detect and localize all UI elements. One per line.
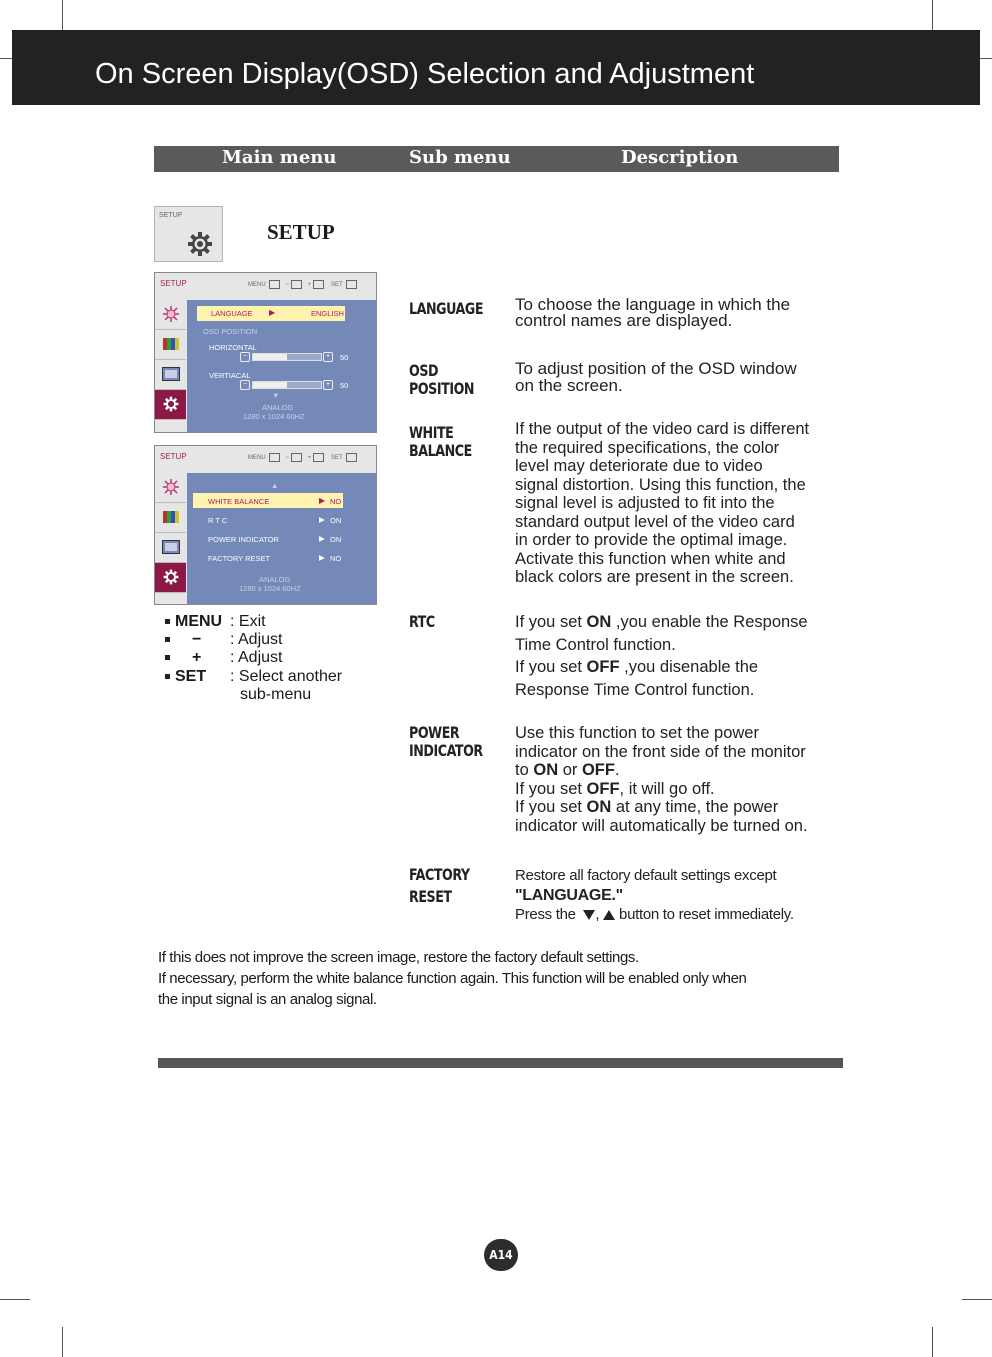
desc-language (515, 297, 790, 329)
bullet-icon (165, 674, 170, 679)
desc-factory-reset-line (515, 905, 794, 925)
triangle-down-icon (583, 910, 595, 920)
desc-white-balance-line: signal distortion. Using this function, the (515, 475, 806, 494)
desc-power-indicator-line (515, 761, 808, 780)
osd-panel (187, 300, 376, 432)
osd-set-label: SET (331, 282, 343, 289)
desc-factory-reset-line: Restore all factory default settings except (515, 867, 777, 884)
submenu-power-indicator (409, 724, 483, 760)
key-menu-desc: : Exit (230, 613, 266, 630)
text: . (614, 761, 620, 779)
horizontal-slider (252, 353, 322, 361)
arrow-right-icon: ▶ (319, 496, 326, 505)
key-set-desc: : Select another (230, 668, 343, 685)
minus-icon: − (240, 380, 250, 390)
osd-item-white-balance-value: NO (330, 497, 342, 506)
osd-item-rtc-value: ON (330, 516, 342, 525)
arrow-right-icon: ▶ (319, 515, 325, 524)
desc-osd-position (515, 360, 797, 394)
plus-icon: + (323, 352, 333, 362)
text-bold: OFF (581, 761, 615, 779)
triangle-down-icon: ▼ (272, 391, 280, 400)
menu-key-icon (269, 280, 280, 289)
desc-white-balance-line: level may deteriorate due to video (515, 457, 763, 475)
gear-icon (163, 396, 179, 412)
key-plus-label: + (192, 649, 202, 666)
crop-mark (980, 58, 992, 59)
desc-power-indicator-line: indicator on the front side of the monitor (515, 742, 806, 761)
color-bars-icon (163, 511, 179, 523)
footnote-line: the input signal is an analog signal. (158, 991, 377, 1008)
text: Press the (515, 906, 580, 923)
osd-horizontal-value: 50 (340, 353, 349, 362)
arrow-right-icon: ▶ (319, 553, 325, 562)
osd-item-white-balance: WHITE BALANCE (208, 497, 270, 506)
key-minus-label: − (192, 631, 202, 648)
desc-rtc-line (515, 611, 808, 634)
desc-white-balance-line: black colors are present in the screen. (515, 568, 794, 586)
text: ,you disenable the (619, 658, 759, 676)
crop-mark (62, 0, 63, 30)
sun-icon (163, 479, 179, 495)
osd-item-factory-reset: FACTORY RESET (208, 554, 271, 563)
osd-panel (187, 473, 376, 604)
minus-icon: − (240, 352, 250, 362)
text: ,you enable the Response (611, 613, 808, 631)
desc-language-line: To choose the language in which the (515, 295, 791, 314)
column-main-menu: Main menu (222, 147, 337, 168)
desc-white-balance-line: in order to provide the optimal image. (515, 531, 788, 549)
text: at any time, the power (611, 798, 779, 816)
osd-tab-picture (155, 300, 186, 330)
key-legend-menu (165, 613, 222, 631)
text-bold: ON (586, 798, 612, 816)
bottom-divider-bar (158, 1058, 843, 1068)
crop-mark (962, 1299, 992, 1300)
text-bold: ON (533, 761, 559, 779)
key-menu-label: MENU (175, 613, 223, 630)
osd-vertical-label: VERTIACAL (209, 371, 251, 380)
bullet-icon (165, 637, 170, 642)
desc-white-balance-line: If the output of the video card is different (515, 420, 810, 438)
osd-menu-label: MENU (248, 282, 266, 289)
text: , (595, 906, 600, 923)
submenu-osd-position (409, 362, 474, 398)
osd-tab-picture (155, 473, 186, 503)
osd-item-power-indicator: POWER INDICATOR (208, 535, 279, 544)
triangle-up-icon: ▲ (271, 481, 279, 490)
osd-tab-color (155, 503, 186, 533)
menu-key-icon (269, 453, 280, 462)
horizontal-slider-fill (253, 354, 287, 360)
key-set-desc-cont: sub-menu (240, 686, 312, 703)
text: , it will go off. (619, 779, 715, 798)
text: or (558, 761, 582, 779)
osd-top-bar (155, 273, 376, 300)
submenu-osd-position-line: OSD (409, 361, 439, 380)
desc-white-balance-line: the required specifications, the color (515, 438, 780, 457)
crop-mark (62, 1327, 63, 1357)
submenu-factory-reset-line: RESET (409, 887, 452, 906)
osd-control-strip: MENU − + SET (248, 280, 359, 289)
set-key-icon (346, 453, 357, 462)
submenu-white-balance-line: BALANCE (409, 441, 472, 460)
osd-tab-setup (155, 390, 186, 420)
osd-top-bar (155, 446, 376, 473)
footnote-line: If necessary, perform the white balance function again. This function will be enabled only when (158, 970, 747, 987)
osd-tab-tracking (155, 360, 186, 390)
desc-osd-position-line: To adjust position of the OSD window (515, 359, 797, 378)
osd-screen-setup-items (154, 445, 377, 605)
desc-factory-reset-line: "LANGUAGE." (515, 886, 623, 904)
osd-resolution-label: 1280 x 1024 60HZ (243, 412, 305, 421)
osd-screen-language-position (154, 272, 377, 433)
text-bold: OFF (586, 658, 620, 676)
key-legend-minus (165, 631, 201, 649)
osd-tab-setup (155, 563, 186, 593)
osd-set-label: SET (331, 455, 343, 462)
osd-item-factory-reset-value: NO (330, 554, 342, 563)
osd-setup-label: SETUP (160, 452, 187, 461)
desc-factory-reset (515, 866, 794, 925)
submenu-osd-position-line: POSITION (409, 379, 475, 398)
submenu-power-indicator-line: INDICATOR (409, 741, 483, 760)
page-title: On Screen Display(OSD) Selection and Adjustment (95, 58, 755, 90)
osd-item-power-indicator-value: ON (330, 535, 342, 544)
text: If you set (515, 779, 587, 798)
desc-power-indicator (515, 724, 808, 835)
desc-rtc-line: Response Time Control function. (515, 680, 755, 699)
plus-icon: + (323, 380, 333, 390)
key-minus-desc: : Adjust (230, 631, 283, 648)
desc-white-balance-line: standard output level of the video card (515, 512, 795, 531)
desc-white-balance (515, 420, 809, 587)
desc-white-balance-line: Activate this function when white and (515, 549, 786, 568)
set-key-icon (346, 280, 357, 289)
key-legend-plus (165, 649, 201, 667)
text-bold: OFF (586, 779, 620, 798)
arrow-right-icon: ▶ (269, 308, 276, 317)
submenu-power-indicator-line: POWER (409, 723, 460, 742)
crop-mark (0, 1299, 30, 1300)
submenu-rtc: RTC (409, 612, 435, 631)
triangle-up-icon (603, 910, 615, 920)
text: If you set (515, 613, 587, 631)
osd-tab-tracking (155, 533, 186, 563)
desc-rtc (515, 611, 808, 701)
minus-key-icon (291, 453, 302, 462)
plus-key-icon (313, 453, 324, 462)
desc-language-line: control names are displayed. (515, 311, 733, 330)
crop-mark (932, 1327, 933, 1357)
bullet-icon (165, 619, 170, 624)
osd-language-value: ENGLISH (311, 309, 344, 318)
column-description: Description (621, 147, 739, 168)
submenu-factory-reset (409, 864, 470, 908)
crop-mark (0, 58, 12, 59)
desc-power-indicator-line (515, 798, 808, 817)
osd-position-label: OSD POSITION (203, 327, 258, 336)
submenu-white-balance-line: WHITE (409, 423, 454, 442)
page-number-badge: A14 (484, 1239, 518, 1271)
osd-setup-label: SETUP (160, 279, 187, 288)
osd-signal-label: ANALOG (262, 403, 294, 412)
osd-signal-label: ANALOG (259, 575, 291, 584)
bullet-icon (165, 655, 170, 660)
text: If you set (515, 798, 587, 816)
tracking-icon (162, 540, 180, 554)
footnote (158, 947, 746, 1010)
desc-power-indicator-line: Use this function to set the power (515, 724, 759, 742)
desc-power-indicator-line: indicator will automatically be turned on. (515, 816, 808, 835)
desc-rtc-line (515, 656, 808, 679)
submenu-white-balance (409, 424, 472, 460)
text: button to reset immediately. (615, 906, 794, 923)
desc-white-balance-line: signal level is adjusted to fit into the (515, 494, 775, 512)
crop-mark (932, 0, 933, 30)
minus-key-icon (291, 280, 302, 289)
arrow-right-icon: ▶ (319, 534, 325, 543)
tracking-icon (162, 367, 180, 381)
gear-icon (187, 231, 213, 257)
osd-tab-color (155, 330, 186, 360)
osd-vertical-value: 50 (340, 381, 349, 390)
key-plus-desc: : Adjust (230, 649, 283, 666)
desc-rtc-line: Time Control function. (515, 635, 676, 654)
osd-sidebar (155, 473, 186, 593)
osd-language-label: LANGUAGE (211, 309, 253, 318)
footnote-line: If this does not improve the screen image, restore the factory default settings. (158, 949, 639, 966)
plus-key-icon (313, 280, 324, 289)
desc-power-indicator-line (515, 780, 808, 799)
desc-osd-position-line: on the screen. (515, 376, 623, 395)
color-bars-icon (163, 338, 179, 350)
setup-menu-icon-box (154, 206, 223, 262)
setup-icon-label: SETUP (159, 212, 183, 219)
text: If you set (515, 658, 587, 676)
osd-resolution-label: 1280 x 1024 60HZ (239, 584, 301, 593)
key-set-label: SET (175, 668, 207, 685)
osd-horizontal-label: HORIZONTAL (209, 343, 257, 352)
text-bold: ON (586, 613, 612, 631)
column-sub-menu: Sub menu (409, 147, 511, 168)
gear-icon (163, 569, 179, 585)
setup-title: SETUP (267, 220, 335, 244)
vertical-slider-fill (253, 382, 287, 388)
submenu-language: LANGUAGE (409, 299, 484, 318)
osd-menu-label: MENU (248, 455, 266, 462)
key-legend-set (165, 668, 206, 686)
osd-sidebar (155, 300, 186, 420)
sun-icon (163, 306, 179, 322)
text: to (515, 761, 534, 779)
osd-control-strip: MENU − + SET (248, 453, 359, 462)
submenu-factory-reset-line: FACTORY (409, 865, 470, 884)
osd-item-rtc: R T C (208, 516, 228, 525)
vertical-slider (252, 381, 322, 389)
